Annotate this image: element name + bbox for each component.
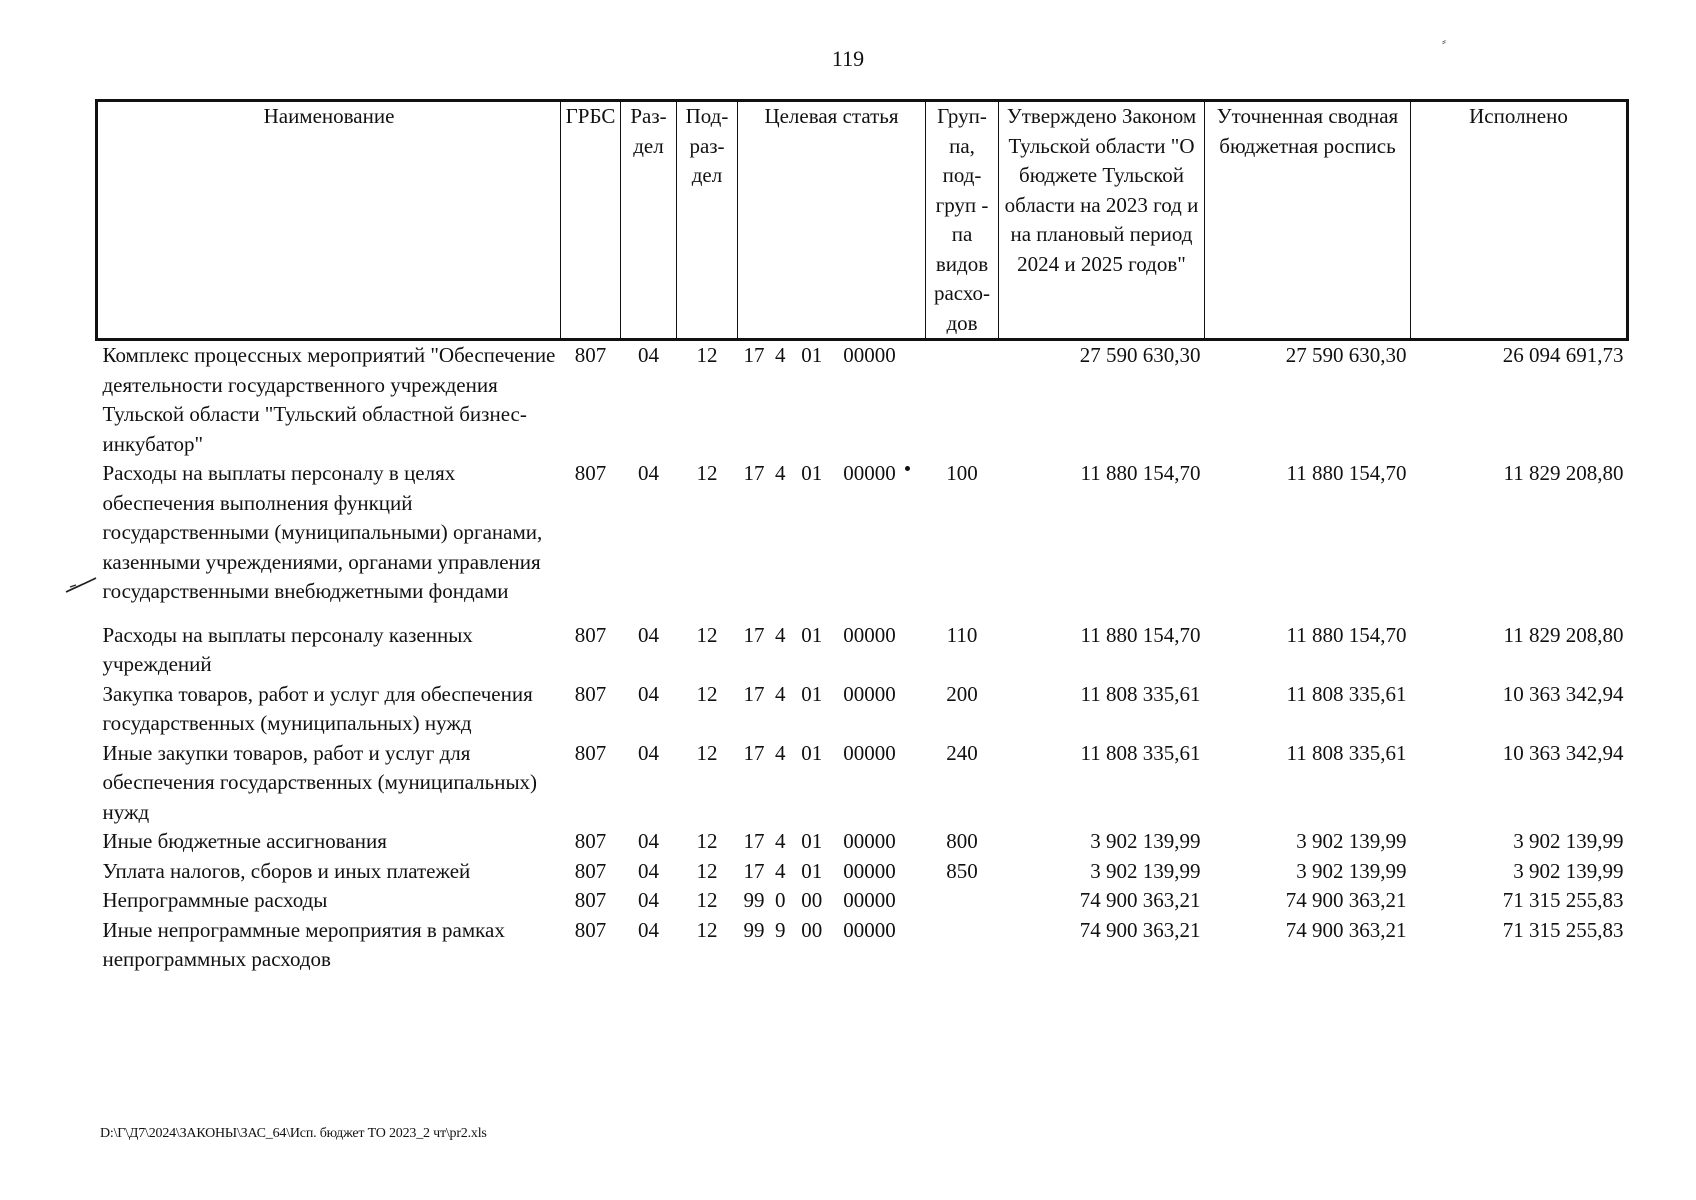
footer-file-path: D:\Г\Д7\2024\ЗАКОНЫ\ЗАС_64\Исп. бюджет ТО 2023_2 чт\pr2.xls	[100, 1126, 487, 1141]
table-row	[97, 340, 1628, 460]
cell-razdel: 04	[638, 829, 659, 853]
cell-grbs: 807	[574, 740, 607, 765]
cell-gruppa: 200	[946, 681, 978, 706]
budget-table	[95, 99, 1629, 975]
cell-utverzhdeno: 11 880 154,70	[1080, 461, 1201, 485]
cell-name: Иные бюджетные ассигнования	[102, 829, 387, 853]
cell-utochnennaya: 11 808 335,61	[1286, 740, 1407, 765]
cell-celevaya-statya: 17 4 01 00000	[743, 829, 896, 853]
cell-celevaya-statya: 17 4 01 00000	[743, 858, 896, 883]
cell-ispolneno: 3 902 139,99	[1513, 858, 1624, 883]
cell-grbs: 807	[574, 461, 607, 485]
cell-podrazdel: 12	[696, 740, 718, 765]
cell-utochnennaya: 11 880 154,70	[1286, 461, 1407, 485]
cell-gruppa: 240	[946, 740, 978, 765]
cell-utochnennaya: 3 902 139,99	[1296, 858, 1407, 883]
cell-ispolneno: 11 829 208,80	[1503, 622, 1624, 647]
cell-razdel: 04	[638, 858, 659, 883]
cell-name: Закупка товаров, работ и услуг для обеспечения государственных (муниципальных) нужд	[102, 681, 533, 735]
cell-ispolneno: 3 902 139,99	[1513, 829, 1624, 853]
cell-utverzhdeno: 3 902 139,99	[1090, 829, 1201, 853]
margin-check-mark	[64, 576, 98, 596]
cell-celevaya-statya: 17 4 01 00000	[743, 622, 896, 647]
table-row	[97, 916, 1628, 975]
cell-gruppa	[926, 340, 999, 460]
cell-utverzhdeno: 3 902 139,99	[1090, 858, 1201, 883]
cell-razdel: 04	[638, 917, 659, 942]
cell-podrazdel: 12	[696, 622, 718, 647]
cell-celevaya-statya: 17 4 01 00000	[743, 681, 896, 706]
header-gruppa: Груп- па, под- груп - па видов расхо- дов	[926, 101, 999, 340]
cell-gruppa: 850	[946, 858, 978, 883]
header-celevaya-statya: Целевая статья	[738, 101, 926, 340]
header-podrazdel: Под- раз- дел	[677, 101, 738, 340]
cell-utverzhdeno: 74 900 363,21	[1079, 917, 1201, 942]
table-row	[97, 739, 1628, 828]
cell-utochnennaya: 11 808 335,61	[1286, 681, 1407, 706]
row-spacer	[97, 607, 1628, 621]
cell-grbs: 807	[574, 917, 607, 942]
table-row	[97, 857, 1628, 887]
cell-ispolneno: 10 363 342,94	[1502, 681, 1624, 706]
cell-utochnennaya: 74 900 363,21	[1285, 888, 1407, 912]
cell-utochnennaya: 74 900 363,21	[1285, 917, 1407, 942]
cell-grbs: 807	[574, 343, 607, 367]
cell-name: Расходы на выплаты персоналу казенных учреждений	[102, 622, 473, 676]
cell-razdel: 04	[638, 622, 659, 647]
cell-grbs: 807	[574, 829, 607, 853]
cell-podrazdel: 12	[696, 681, 718, 706]
header-utochnennaya: Уточненная сводная бюджетная роспись	[1205, 101, 1411, 340]
cell-utverzhdeno: 11 808 335,61	[1080, 740, 1201, 765]
table-header	[97, 101, 1628, 340]
cell-ispolneno: 26 094 691,73	[1502, 343, 1624, 367]
cell-podrazdel: 12	[696, 888, 718, 912]
cell-celevaya-statya: 99 9 00 00000	[743, 917, 896, 942]
cell-ispolneno: 10 363 342,94	[1502, 740, 1624, 765]
cell-gruppa: 800	[946, 829, 978, 853]
cell-name: Расходы на выплаты персоналу в целях обеспечения выполнения функций государственными (муниципальными) органами, казенными учреждениями, органами управления государственными внебюджетными фондами	[102, 461, 543, 603]
cell-celevaya-statya: 17 4 01 00000	[743, 461, 896, 485]
header-name: Наименование	[97, 101, 561, 340]
cell-ispolneno: 71 315 255,83	[1502, 888, 1624, 912]
cell-name: Уплата налогов, сборов и иных платежей	[102, 858, 471, 883]
page-number: 119	[831, 46, 865, 71]
cell-razdel: 04	[638, 888, 659, 912]
header-ispolneno: Исполнено	[1411, 101, 1628, 340]
cell-grbs: 807	[574, 858, 607, 883]
cell-grbs: 807	[574, 681, 607, 706]
table-row	[97, 459, 1628, 607]
cell-podrazdel: 12	[696, 343, 718, 367]
cell-celevaya-statya: 17 4 01 00000	[743, 343, 896, 367]
cell-razdel: 04	[638, 343, 659, 367]
table-row	[97, 680, 1628, 739]
header-utverzhdeno: Утверждено Законом Тульской области "О бюджете Тульской области на 2023 год и на плановый период 2024 и 2025 годов"	[999, 101, 1205, 340]
cell-razdel: 04	[638, 681, 659, 706]
cell-utochnennaya: 27 590 630,30	[1285, 343, 1407, 367]
header-grbs: ГРБС	[561, 101, 621, 340]
table-row	[97, 886, 1628, 916]
cell-podrazdel: 12	[696, 461, 718, 485]
cell-name: Иные непрограммные мероприятия в рамках непрограммных расходов	[102, 917, 505, 971]
cell-utverzhdeno: 11 880 154,70	[1080, 622, 1201, 647]
cell-grbs: 807	[574, 622, 607, 647]
cell-razdel: 04	[638, 740, 659, 765]
cell-grbs: 807	[574, 888, 607, 912]
cell-utochnennaya: 3 902 139,99	[1296, 829, 1407, 853]
cell-utverzhdeno: 27 590 630,30	[1079, 343, 1201, 367]
corner-mark: ⸗	[1442, 34, 1446, 48]
cell-razdel: 04	[638, 461, 659, 485]
table-row	[97, 827, 1628, 857]
cell-gruppa	[926, 916, 999, 975]
cell-podrazdel: 12	[696, 829, 718, 853]
cell-utverzhdeno: 74 900 363,21	[1079, 888, 1201, 912]
cell-ispolneno: 71 315 255,83	[1502, 917, 1624, 942]
cell-celevaya-statya: 17 4 01 00000	[743, 740, 896, 765]
cell-gruppa: 110	[946, 622, 978, 647]
cell-name: Комплекс процессных мероприятий "Обеспечение деятельности государственного учреждения Тульской области "Тульский областной бизнес-инкубатор"	[102, 343, 556, 456]
cell-name: Иные закупки товаров, работ и услуг для обеспечения государственных (муниципальных) нужд	[102, 740, 538, 824]
cell-name: Непрограммные расходы	[102, 888, 328, 912]
cell-celevaya-statya: 99 0 00 00000	[743, 888, 896, 912]
table-row	[97, 621, 1628, 680]
cell-gruppa: 100	[946, 461, 978, 485]
cell-utochnennaya: 11 880 154,70	[1286, 622, 1407, 647]
cell-gruppa	[926, 886, 999, 916]
header-razdel: Раз- дел	[621, 101, 677, 340]
cell-ispolneno: 11 829 208,80	[1503, 461, 1624, 485]
cell-podrazdel: 12	[696, 858, 718, 883]
cell-utverzhdeno: 11 808 335,61	[1080, 681, 1201, 706]
cell-podrazdel: 12	[696, 917, 718, 942]
table-body	[97, 340, 1628, 975]
